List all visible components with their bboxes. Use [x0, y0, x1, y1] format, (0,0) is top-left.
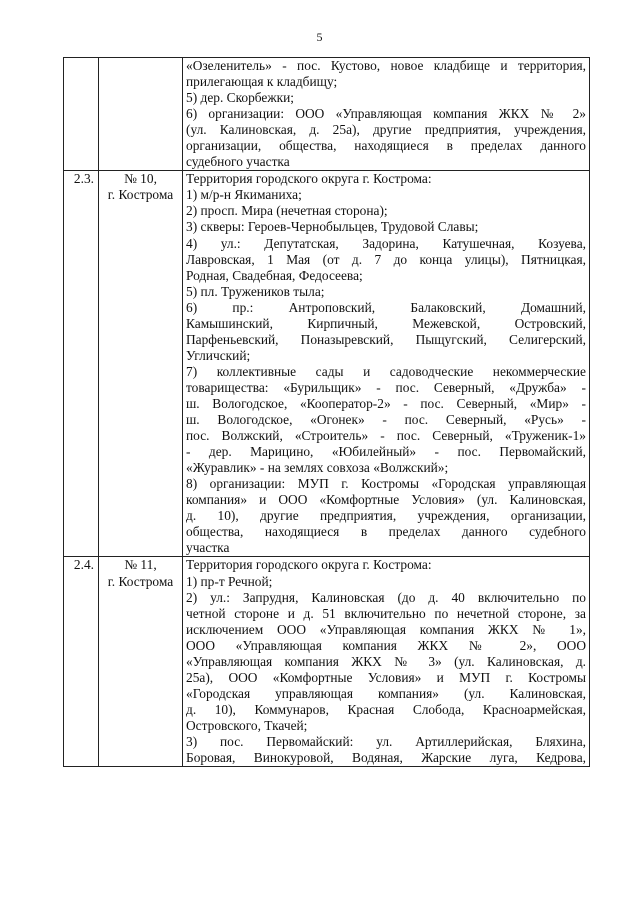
row-number: 2.3. — [64, 171, 99, 557]
text-line: Островского, Ткачей; — [186, 717, 308, 733]
text-line: 3) пос. Первомайский: ул. Артиллерийская, Бляхина, — [186, 733, 586, 749]
table-row — [64, 58, 590, 171]
text-line: 1) м/р-н Якиманиха; — [186, 187, 302, 203]
text-line: «Журавлик» - на землях совхоза «Волжский»; — [186, 460, 449, 476]
territory-description-cell — [183, 58, 590, 171]
court-district-cell — [99, 171, 183, 557]
text-line: (ул. Калиновская, д. 25а), другие предприятия, учреждения, — [186, 122, 586, 138]
text-line: организации, общества, находящиеся в пределах данного — [186, 138, 586, 154]
text-line: пос. Волжский, «Строитель» - пос. Северный, «Труженик-1» — [186, 428, 586, 444]
text-line: 3) скверы: Героев-Чернобыльцев, Трудовой Славы; — [186, 219, 479, 235]
table-row — [64, 171, 590, 557]
text-line: Лавровская, 1 Мая (от д. 7 до конца улицы), Пятницкая, — [186, 251, 586, 267]
text-line: общества, находящиеся в пределах данного судебного — [186, 524, 586, 540]
text-line: д. 10), другие предприятия, учреждения, организации, — [186, 508, 586, 524]
territory-description-cell — [183, 171, 590, 557]
court-district-cell — [99, 557, 183, 767]
text-line: 5) дер. Скорбежки; — [186, 90, 295, 106]
text-line: 6) организации: ООО «Управляющая компания ЖКХ № 2» — [186, 106, 586, 122]
text-line: Боровая, Винокуровой, Водяная, Жарские луга, Кедрова, — [186, 750, 586, 766]
text-line: 1) пр-т Речной; — [186, 573, 273, 589]
text-line: 8) организации: МУП г. Костромы «Городская управляющая — [186, 476, 586, 492]
text-line: д. 10), Коммунаров, Красная Слобода, Красноармейская, — [186, 701, 586, 717]
text-line: Территория городского округа г. Кострома: — [186, 557, 432, 573]
text-line: 7) коллективные сады и садоводческие некоммерческие — [186, 363, 586, 379]
text-line: 2) ул.: Запрудня, Калиновская (до д. 40 включительно по — [186, 589, 586, 605]
text-line: 2) просп. Мира (нечетная сторона); — [186, 203, 388, 219]
text-line: ООО «Управляющая компания ЖКХ № 2», ООО — [186, 637, 586, 653]
text-line: товарищества: «Бурильщик» - пос. Северный, «Дружба» - — [186, 379, 586, 395]
text-line: четной стороне и д. 51 включительно по нечетной стороне, за — [186, 605, 586, 621]
text-line: 5) пл. Тружеников тыла; — [186, 283, 325, 299]
court-district-line: № 11, — [124, 557, 157, 573]
text-line: - дер. Марицино, «Юбилейный» - пос. Первомайский, — [186, 444, 586, 460]
territory-description-cell — [183, 557, 590, 767]
page-number: 5 — [316, 30, 323, 44]
text-line: Родная, Свадебная, Федосеева; — [186, 267, 363, 283]
table-row — [64, 557, 590, 767]
text-line: «Управляющая компания ЖКХ № 3» (ул. Калиновская, д. — [186, 653, 586, 669]
text-line: ш. Вологодское, «Огонек» - пос. Северный, «Русь» - — [186, 412, 586, 428]
court-districts-table — [63, 57, 590, 767]
text-line: судебного участка — [186, 154, 290, 170]
text-line: 25а), ООО «Комфортные Условия» и МУП г. Костромы — [186, 669, 586, 685]
court-district-line: г. Кострома — [107, 187, 174, 203]
text-line: Угличский; — [186, 347, 251, 363]
court-district-line: № 10, — [124, 171, 157, 187]
text-line: исключением ООО «Управляющая компания ЖКХ № 1», — [186, 621, 586, 637]
text-line: ш. Вологодское, «Кооператор-2» - пос. Северный, «Мир» - — [186, 395, 586, 411]
text-line: 4) ул.: Депутатская, Задорина, Катушечная, Козуева, — [186, 235, 586, 251]
court-district-cell — [99, 58, 183, 171]
row-number — [64, 58, 99, 171]
text-line: «Городская управляющая компания» (ул. Калиновская, — [186, 685, 586, 701]
court-district-line: г. Кострома — [107, 573, 174, 589]
text-line: участка — [186, 540, 230, 556]
row-number: 2.4. — [64, 557, 99, 767]
text-line: прилегающая к кладбищу; — [186, 74, 338, 90]
text-line: Парфеньевский, Поназыревский, Пыщугский, Селигерский, — [186, 331, 586, 347]
text-line: Камышинский, Кирпичный, Межевской, Островский, — [186, 315, 586, 331]
text-line: Территория городского округа г. Кострома: — [186, 171, 432, 187]
text-line: компания» и ООО «Комфортные Условия» (ул. Калиновская, — [186, 492, 586, 508]
text-line: «Озеленитель» - пос. Кустово, новое кладбище и территория, — [186, 58, 586, 73]
text-line: 6) пр.: Антроповский, Балаковский, Домашний, — [186, 299, 586, 315]
